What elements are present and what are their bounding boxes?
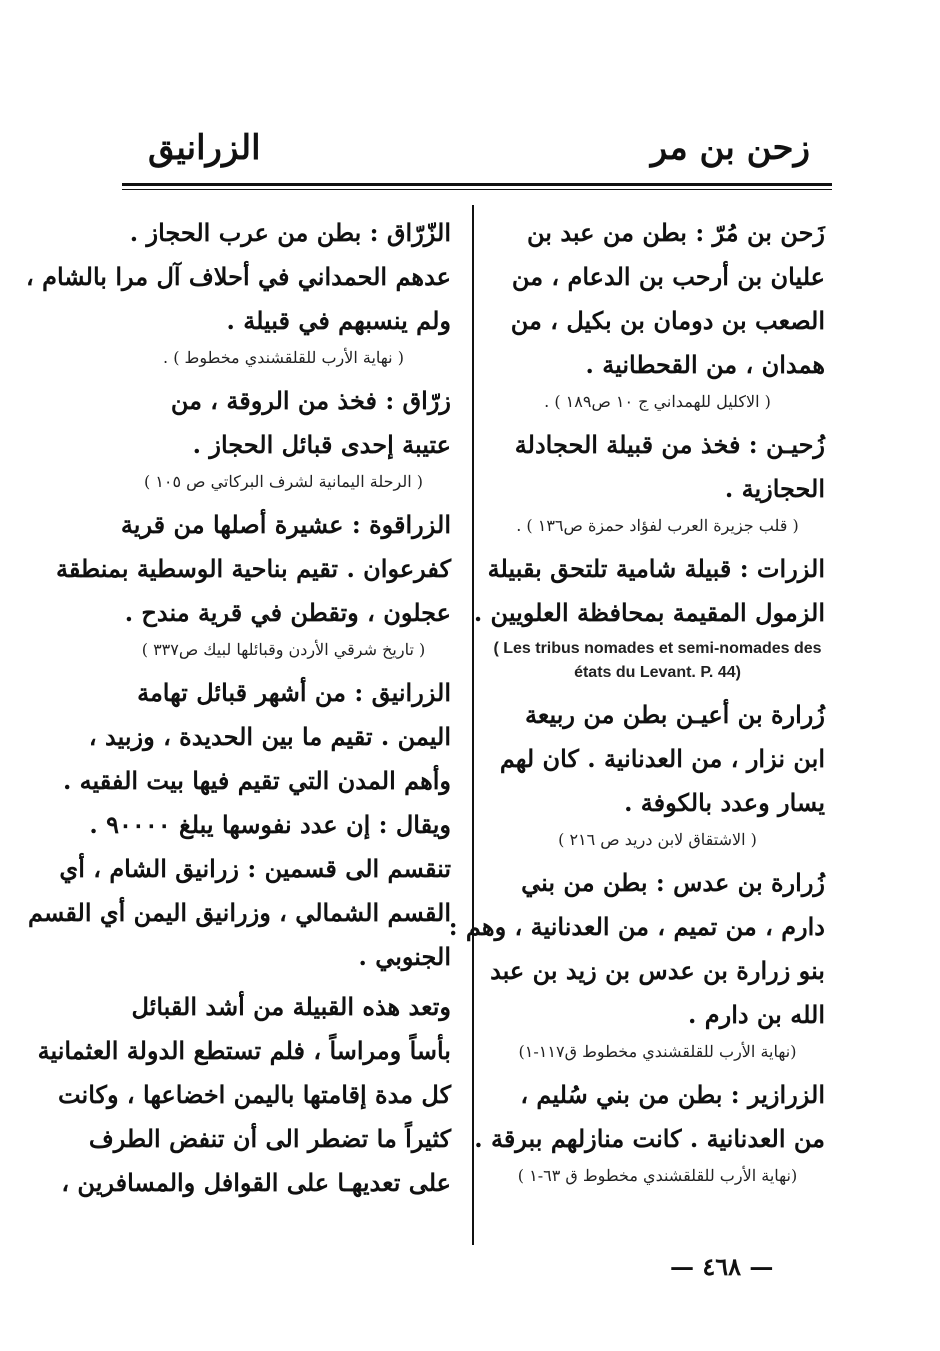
entry-line: زُرارة بن عدس : بطن من بني — [521, 868, 825, 897]
citation: (نهاية الأرب للقلقشندي مخطوط ق١١٧-١) — [518, 1042, 797, 1061]
entry-line: الحجازية . — [724, 474, 825, 503]
citation: ( قلب جزيرة العرب لفؤاد حمزة ص١٣٦ ) . — [516, 516, 799, 535]
entry-line: كل مدة إقامتها باليمن اخضاعها ، وكانت — [57, 1080, 451, 1109]
entry-line: دارم ، من تميم ، من العدنانية ، وهم : — [448, 912, 825, 941]
citation: (نهاية الأرب للقلقشندي مخطوط ق ٦٣-١ ) — [517, 1166, 798, 1185]
citation: ( الاكليل للهمداني ج ١٠ ص١٨٩ ) . — [544, 392, 771, 411]
header-rule — [122, 183, 832, 190]
entry — [490, 211, 825, 387]
citation-latin: ( Les tribus nomades et semi-nomades des états du Levant. P. 44) — [493, 640, 822, 681]
entry — [490, 693, 825, 825]
citation: ( الرحلة اليمانية لشرف البركاتي ص ١٠٥ ) — [143, 472, 424, 491]
entry-line: اليمن . تقيم ما بين الحديدة ، وزبيد ، — [88, 722, 451, 751]
entry-line: كثيراً ما تضطر الى أن تنفض الطرف — [88, 1124, 451, 1153]
running-header-right: زحن بن مر — [650, 128, 810, 168]
entry-line: على تعديهـا على القوافل والمسافرين ، — [61, 1168, 451, 1197]
entry-line: القسم الشمالي ، وزرانيق اليمن أي القسم — [28, 898, 451, 927]
entry-line: وأهم المدن التي تقيم فيها بيت الفقيه . — [62, 766, 451, 795]
entry — [448, 861, 825, 1037]
entry — [37, 985, 451, 1205]
entry-line: كفرعوان . تقيم بناحية الوسطية بمنطقة — [56, 554, 451, 583]
entry — [25, 211, 451, 343]
entry-line: الجنوبي . — [358, 942, 451, 971]
page-number: — ٤٦٨ — — [670, 1252, 774, 1281]
entry-line: زُحيـن : فخذ من قبيلة الحجادلة — [514, 430, 825, 459]
entry-line: وتعد هذه القبيلة من أشد القبائل — [131, 992, 451, 1021]
left-column — [25, 205, 451, 1205]
entry-line: همدان ، من القحطانية . — [585, 350, 825, 379]
right-column — [448, 205, 825, 1197]
column-divider — [472, 205, 474, 1245]
entry-line: الله بن دارم . — [688, 1000, 825, 1029]
entry-line: ويقال : إن عدد نفوسها يبلغ ٩٠٠٠٠ . — [89, 810, 451, 839]
entry — [490, 423, 825, 511]
entry-line: بأساً ومراساً ، فلم تستطع الدولة العثمانية — [37, 1036, 451, 1065]
entry-line: يسار وعدد بالكوفة . — [624, 788, 825, 817]
entry-line: زُرارة بن أعيـن بطن من ربيعة — [525, 700, 825, 729]
entry — [28, 671, 451, 979]
entry — [473, 547, 825, 635]
entry-line: زرّاق : فخذ من الروقة ، من — [170, 386, 451, 415]
entry-line: الزرازير : بطن من بني سُليم ، — [520, 1080, 825, 1109]
entry-line: الزمول المقيمة بمحافظة العلويين . — [473, 598, 825, 627]
entry-line: عتيبة إحدى قبائل الحجاز . — [192, 430, 451, 459]
entry-line: الزرات : قبيلة شامية تلتحق بقبيلة — [487, 554, 825, 583]
entry-line: الزراقوة : عشيرة أصلها من قرية — [120, 510, 451, 539]
entry-line: زَحن بن مُرّ : بطن من عبد بن — [527, 218, 825, 247]
entry-line: ولم ينسبهم في قبيلة . — [226, 306, 451, 335]
entry-line: ابن نزار ، من العدنانية . كان لهم — [499, 744, 825, 773]
entry-line: عليان بن أرحب بن الدعام ، من — [511, 262, 825, 291]
citation: ( نهاية الأرب للقلقشندي مخطوط ) . — [163, 348, 404, 367]
entry — [474, 1073, 825, 1161]
entry-line: الزرانيق : من أشهر قبائل تهامة — [137, 678, 451, 707]
entry — [56, 503, 451, 635]
entry-line: الصعب بن دومان بن بكيل ، من — [510, 306, 825, 335]
entry-line: تنقسم الى قسمين : زرانيق الشام ، أي — [59, 854, 451, 883]
running-header-left: الزرانيق — [148, 128, 261, 168]
entry-line: بنو زرارة بن عدس بن زيد بن عبد — [490, 956, 825, 985]
entry-line: عجلون ، وتقطن في قرية مندح . — [124, 598, 451, 627]
citation: ( الاشتقاق لابن دريد ص ٢١٦ ) — [558, 830, 757, 849]
citation: ( تاريخ شرقي الأردن وقبائلها لبيك ص٣٣٧ ) — [141, 640, 426, 659]
entry-line: عدهم الحمداني في أحلاف آل مرا بالشام ، — [25, 262, 451, 291]
entry — [116, 379, 451, 467]
entry-line: من العدنانية . كانت منازلهم ببرقة . — [474, 1124, 825, 1153]
entry-line: الزّرّاق : بطن من عرب الحجاز . — [129, 218, 451, 247]
